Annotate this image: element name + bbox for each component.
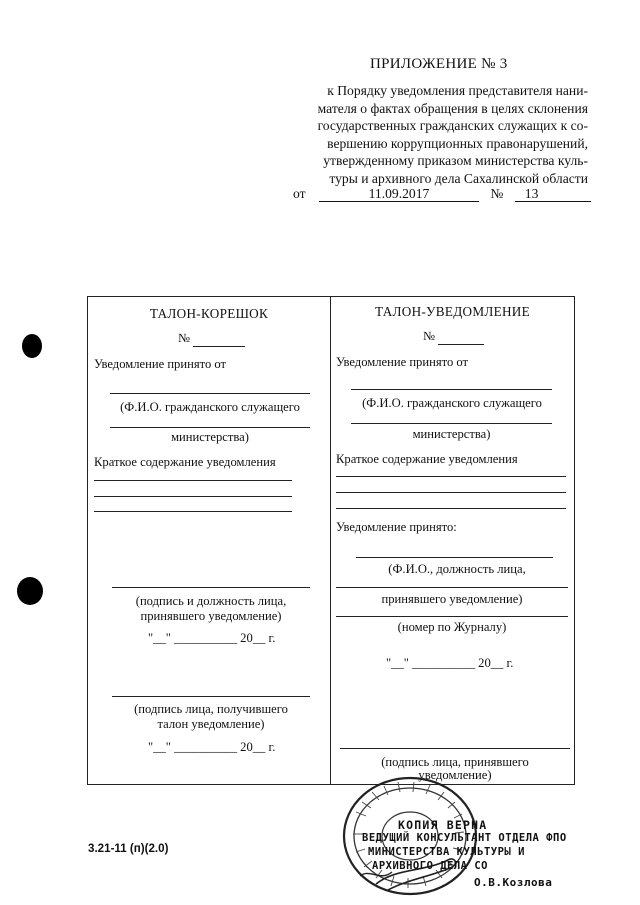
stub-receiver-caption: (подпись лица, получившего	[134, 702, 288, 716]
notice-fio-caption: (Ф.И.О. гражданского служащего	[362, 396, 542, 410]
stub-signature-line	[112, 587, 310, 588]
stub-summary-label: Краткое содержание уведомления	[94, 455, 276, 469]
notice-signature-line	[340, 748, 570, 749]
notice-acceptor-caption: принявшего уведомление)	[381, 592, 523, 606]
notice-journal-caption: (номер по Журналу)	[397, 620, 507, 634]
stamp-position-line: ВЕДУЩИЙ КОНСУЛЬТАНТ ОТДЕЛА ФПО	[362, 832, 567, 844]
notice-accepted-label: Уведомление принято:	[336, 520, 457, 534]
appendix-line: туры и архивного дела Сахалинской области	[329, 170, 588, 186]
stamp-signer-name: О.В.Козлова	[474, 876, 553, 889]
form-code: 3.21-11 (п)(2.0)	[88, 842, 169, 855]
stub-ministry-caption: министерства)	[171, 430, 249, 444]
copy-certified-stamp: КОПИЯ ВЕРНА	[398, 818, 488, 832]
appendix-line: мателя о фактах обращения в целях склонения	[317, 100, 588, 116]
notice-number-label: №	[423, 329, 436, 343]
stub-ministry-line	[110, 427, 310, 428]
notice-number-field	[438, 344, 484, 345]
appendix-title: ПРИЛОЖЕНИЕ № 3	[370, 56, 508, 72]
notice-summary-label: Краткое содержание уведомления	[336, 452, 518, 466]
stub-date-line: "__" __________ 20__ г.	[148, 631, 276, 645]
stub-fio-caption: (Ф.И.О. гражданского служащего	[120, 400, 300, 414]
notice-acceptor-line	[336, 587, 568, 588]
stub-title: ТАЛОН-КОРЕШОК	[149, 306, 269, 321]
notice-signature-caption: (подпись лица, принявшего	[381, 755, 529, 769]
notice-signature-caption: уведомление)	[418, 768, 492, 782]
stub-summary-line	[94, 496, 292, 497]
number-sign: №	[490, 186, 504, 201]
stub-number-label: №	[178, 331, 191, 345]
appendix-line: к Порядку уведомления представителя нани-	[327, 83, 588, 98]
notice-summary-line	[336, 508, 566, 509]
stub-signature-caption: принявшего уведомление)	[140, 609, 282, 623]
notice-date-line: "__" __________ 20__ г.	[386, 656, 514, 670]
order-number: 13	[515, 186, 591, 202]
order-date: 11.09.2017	[319, 186, 479, 202]
notice-ministry-caption: министерства)	[412, 427, 491, 441]
form-divider	[330, 296, 331, 785]
punch-hole-mark	[17, 577, 43, 605]
stub-fio-line	[110, 393, 310, 394]
notice-journal-line	[336, 616, 568, 617]
notice-ministry-line	[351, 423, 552, 424]
notice-fio-position-caption: (Ф.И.О., должность лица,	[388, 562, 526, 576]
stub-receiver-line	[112, 696, 310, 697]
notice-summary-line	[336, 492, 566, 493]
stub-receiver-caption: талон уведомление)	[157, 717, 265, 731]
stub-accepted-from: Уведомление принято от	[94, 357, 227, 371]
appendix-line: государственных гражданских служащих к со-	[317, 118, 588, 134]
date-prefix: от	[293, 186, 306, 201]
stamp-department-line: АРХИВНОГО ДЕЛА СО	[372, 860, 488, 872]
notice-accepted-from: Уведомление принято от	[336, 355, 469, 369]
notice-title: ТАЛОН-УВЕДОМЛЕНИЕ	[375, 304, 530, 319]
stub-number-field	[193, 346, 245, 347]
notice-fio-line	[351, 389, 552, 390]
appendix-line: утвержденному приказом министерства куль-	[323, 153, 588, 169]
stamp-ministry-line: МИНИСТЕРСТВА КУЛЬТУРЫ И	[368, 846, 525, 858]
appendix-description	[288, 82, 588, 188]
stub-signature-caption: (подпись и должность лица,	[135, 594, 287, 608]
stub-date-line: "__" __________ 20__ г.	[148, 740, 276, 754]
order-date-line	[293, 186, 591, 202]
appendix-line: вершению коррупционных правонарушений,	[327, 135, 588, 151]
stub-summary-line	[94, 511, 292, 512]
notice-fio-position-line	[356, 557, 553, 558]
punch-hole-mark	[22, 334, 42, 358]
stub-summary-line	[94, 480, 292, 481]
notice-summary-line	[336, 476, 566, 477]
